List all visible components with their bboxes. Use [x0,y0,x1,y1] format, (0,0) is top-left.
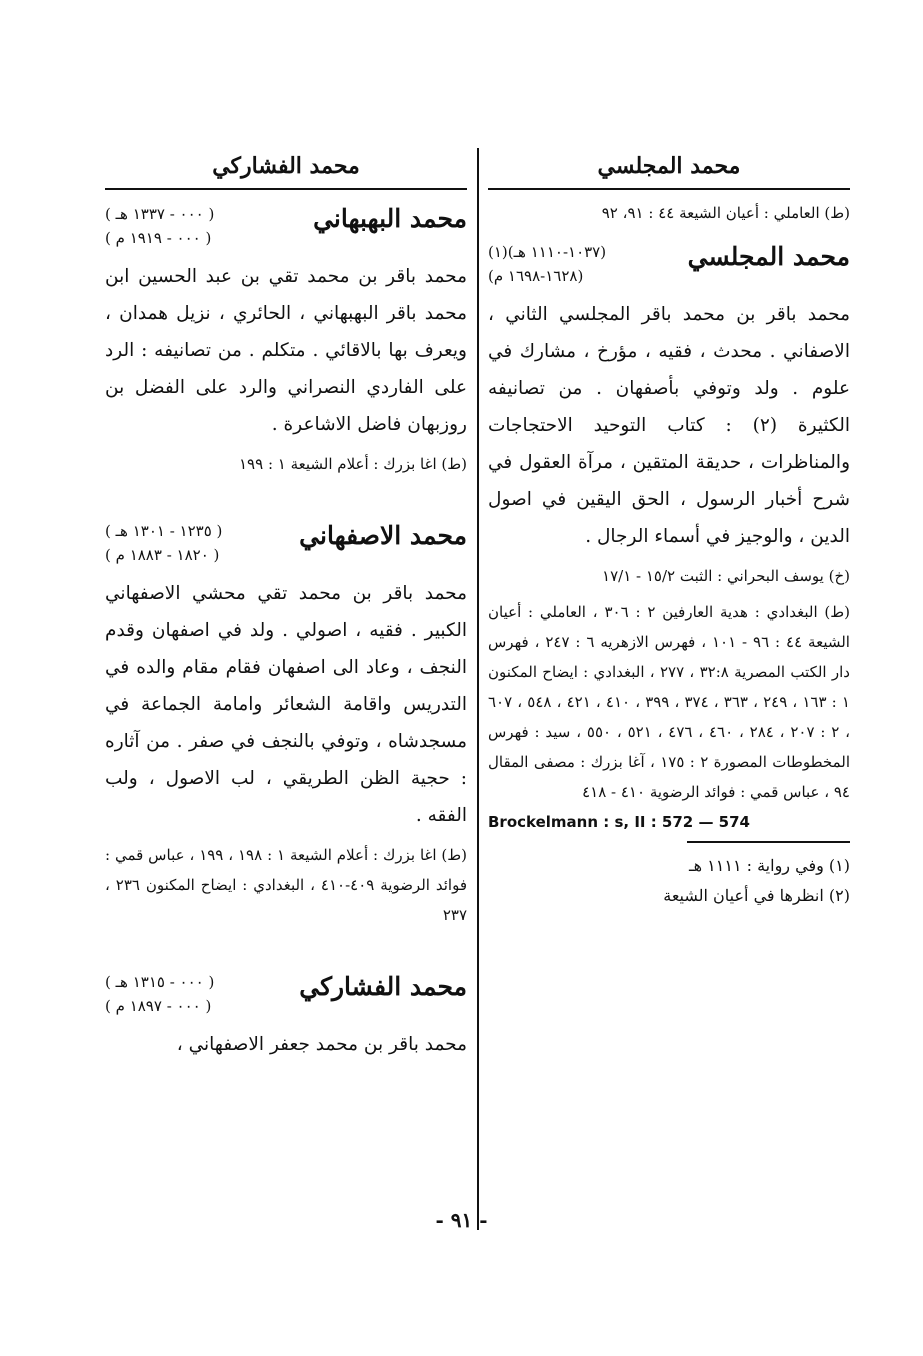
dates-gregorian: ( ٠٠٠ - ١٨٩٧ م ) [105,997,212,1015]
entry-reference: (ط) اغا بزرك : أعلام الشيعة ١ : ١٩٩ [239,455,467,473]
entry-name: محمد الفشاركي [299,972,467,1001]
latin-reference: Brockelmann : s, II : 572 — 574 [488,813,750,831]
dates-hijri: (١٠٣٧-١١١٠ هـ)(١) [488,243,607,261]
entry-heading [105,200,467,258]
entry-dates [105,519,222,567]
entry-dates [105,970,214,1018]
dates-gregorian: ( ٠٠٠ - ١٩١٩ م ) [105,229,212,247]
column-divider [477,148,479,1230]
header-rule [488,188,850,190]
dates-hijri: ( ٠٠٠ - ١٣١٥ هـ ) [105,973,215,991]
entry-dates [488,240,606,288]
entry-name: محمد المجلسي [687,242,850,271]
dates-gregorian: (١٦٢٨-١٦٩٨ م) [488,267,584,285]
top-reference: (ط) العاملي : أعيان الشيعة ٤٤ : ٩١، ٩٢ [601,204,850,222]
right-column [488,148,850,911]
entry-body: محمد باقر بن محمد تقي محشي الاصفهاني الكبير . فقيه ، اصولي . ولد في اصفهان وقدم النجف ، وعاد الى اصفهان فقام مقام والده في التدريس واقامة الشعائر وامامة الجماعة في مسجدشاه ، وتوفي بالنجف في صفر . من آثاره : حجية الظن الطريقي ، لب الاصول ، ولب الفقه . [105,583,467,826]
footnote-2: (٢) انظرها في أعيان الشيعة [663,886,850,905]
entry-dates [105,202,214,250]
footnote-1: (١) وفي رواية : ١١١١ هـ [688,856,850,875]
entry-heading [105,517,467,575]
entry-heading [488,238,850,296]
entry-body: محمد باقر بن محمد تقي بن عبد الحسين ابن محمد باقر البهبهاني ، الحائري ، نزيل همدان ، ويعرف بها بالاقائي . متكلم . من تصانيفه : الرد على الفاردي النصراني والرد على الفضل بن روزبهان فاضل الاشاعرة . [105,266,467,435]
entry-body: محمد باقر بن محمد باقر المجلسي الثاني ، الاصفاني . محدث ، فقيه ، مؤرخ ، مشارك في علوم . ولد وتوفي بأصفهان . من تصانيفه الكثيرة (٢) : كتاب التوحيد الاحتجاجات والمناظرات ، حديقة المتقين ، مرآة العقول في شرح أخبار الرسول ، الحق اليقين في اصول الدين ، والوجيز في أسماء الرجال . [488,304,850,547]
entry-name: محمد البهبهاني [313,204,467,233]
dates-hijri: ( ٠٠٠ - ١٣٣٧ هـ ) [105,205,215,223]
dates-hijri: ( ١٢٣٥ - ١٣٠١ هـ ) [105,522,223,540]
entry-reference: (ط) اغا بزرك : أعلام الشيعة ١ : ١٩٨ ، ١٩٩ ، عباس قمي : فوائد الرضوية ٤٠٩-٤١٠ ، البغدادي : ايضاح المكنون ٢٣٦ ، ٢٣٧ [105,846,467,924]
header-rule [105,188,467,190]
footnote-rule [687,841,850,843]
dates-gregorian: ( ١٨٢٠ - ١٨٨٣ م ) [105,546,220,564]
reference-t: (ط) البغدادي : هدية العارفين ٢ : ٣٠٦ ، العاملي : أعيان الشيعة ٤٤ : ٩٦ - ١٠١ ، فهرس الازهريه ٦ : ٢٤٧ ، فهرس دار الكتب المصرية ٣٢:٨ ، ٢٧٧ ، البغدادي : ايضاح المكنون ١ : ١٦٣ ، ٢٤٩ ، ٣٦٣ ، ٣٧٤ ، ٣٩٩ ، ٤١٠ ، ٤٢١ ، ٥٤٨ ، ٦٠٧ ، ٢ : ٢٠٧ ، ٢٨٤ ، ٤٦٠ ، ٤٧٦ ، ٥٢١ ، ٥٥٠ ، سيد : فهرس المخطوطات المصورة ٢ : ١٧٥ ، آغا بزرك : مصفى المقال ٩٤ ، عباس قمي : فوائد الرضوية ٤١٠ - ٤١٨ [488,603,851,801]
reference-kh: (خ) يوسف البحراني : الثبت ١٥/٢ - ١٧/١ [602,567,850,585]
entry-body: محمد باقر بن محمد جعفر الاصفهاني ، [176,1034,467,1055]
footnotes [488,851,850,911]
left-column-header: محمد الفشاركي [212,153,360,179]
left-column [105,148,467,1063]
entry-name: محمد الاصفهاني [299,521,467,550]
entry-heading [105,968,467,1026]
page-number: - ٩١ - [435,1208,488,1232]
right-column-header: محمد المجلسي [597,153,741,179]
